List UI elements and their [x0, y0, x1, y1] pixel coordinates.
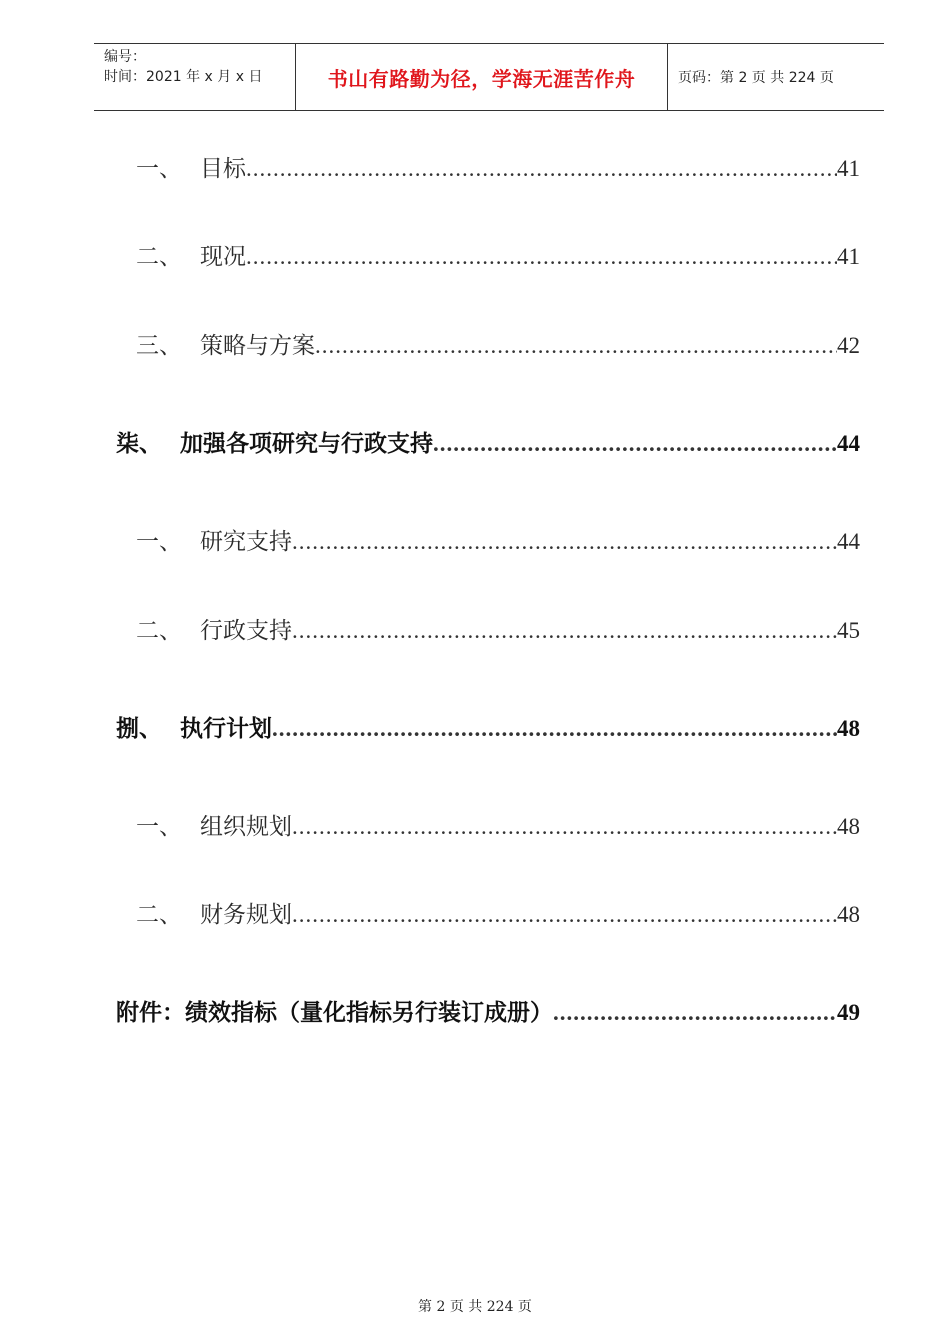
toc-chapter-entry[interactable]	[116, 425, 860, 458]
toc-leader-dots	[246, 244, 837, 270]
toc-entry[interactable]	[136, 523, 860, 556]
toc-entry-page: 45	[837, 618, 860, 643]
toc-entry-page: 42	[837, 333, 860, 358]
document-time-label: 时间：2021 年 x 月 x 日	[104, 69, 263, 85]
toc-entry[interactable]	[136, 808, 860, 841]
toc-entry-title: 附件：绩效指标（量化指标另行装订成册）	[116, 1000, 553, 1026]
toc-entry[interactable]	[136, 612, 860, 645]
toc-leader-dots	[433, 431, 837, 457]
toc-entry-number: 捌、	[116, 716, 162, 742]
toc-entry-page: 48	[837, 716, 860, 741]
toc-entry-page: 44	[837, 431, 860, 456]
toc-entry-number: 二、	[136, 244, 182, 270]
toc-entry-number: 一、	[136, 529, 182, 555]
toc-entry-number: 一、	[136, 156, 182, 182]
toc-entry-number: 柒、	[116, 431, 162, 457]
toc-entry-page: 48	[837, 902, 860, 927]
toc-leader-dots	[246, 156, 837, 182]
toc-entry[interactable]	[136, 327, 860, 360]
toc-leader-dots	[272, 716, 837, 742]
toc-entry-title: 目标	[200, 156, 246, 182]
toc-entry-title: 研究支持	[200, 529, 292, 555]
toc-entry-number: 二、	[136, 618, 182, 644]
toc-leader-dots	[292, 902, 837, 928]
toc-entry[interactable]	[136, 150, 860, 183]
toc-entry-title: 执行计划	[180, 716, 272, 742]
toc-entry-title: 财务规划	[200, 902, 292, 928]
document-number-label: 编号：	[104, 49, 146, 65]
toc-appendix-entry[interactable]	[116, 994, 860, 1027]
toc-entry-number: 一、	[136, 814, 182, 840]
toc-entry-title: 组织规划	[200, 814, 292, 840]
header-motto: 书山有路勤为径，学海无涯苦作舟	[327, 66, 636, 91]
page-footer: 第 2 页 共 224 页	[418, 1299, 532, 1315]
header-page-label: 页码：第 2 页 共 224 页	[678, 70, 834, 86]
toc-leader-dots	[553, 1000, 837, 1026]
toc-entry-page: 41	[837, 156, 860, 181]
header-meta	[94, 44, 295, 110]
toc-entry-number: 二、	[136, 902, 182, 928]
header-motto-cell	[295, 44, 668, 110]
toc-entry-title: 加强各项研究与行政支持	[180, 431, 433, 457]
toc-leader-dots	[292, 529, 837, 555]
toc-leader-dots	[292, 814, 837, 840]
toc-entry[interactable]	[136, 238, 860, 271]
header-page-cell	[668, 44, 884, 110]
toc-entry-title: 策略与方案	[200, 333, 315, 359]
toc-leader-dots	[315, 333, 837, 359]
toc-entry[interactable]	[136, 896, 860, 929]
toc-entry-number: 三、	[136, 333, 182, 359]
page-header	[94, 43, 884, 111]
toc-entry-page: 44	[837, 529, 860, 554]
toc-entry-page: 41	[837, 244, 860, 269]
toc-entry-page: 48	[837, 814, 860, 839]
toc-leader-dots	[292, 618, 837, 644]
toc-entry-title: 现况	[200, 244, 246, 270]
toc-chapter-entry[interactable]	[116, 710, 860, 743]
toc-entry-page: 49	[837, 1000, 860, 1025]
toc-entry-title: 行政支持	[200, 618, 292, 644]
